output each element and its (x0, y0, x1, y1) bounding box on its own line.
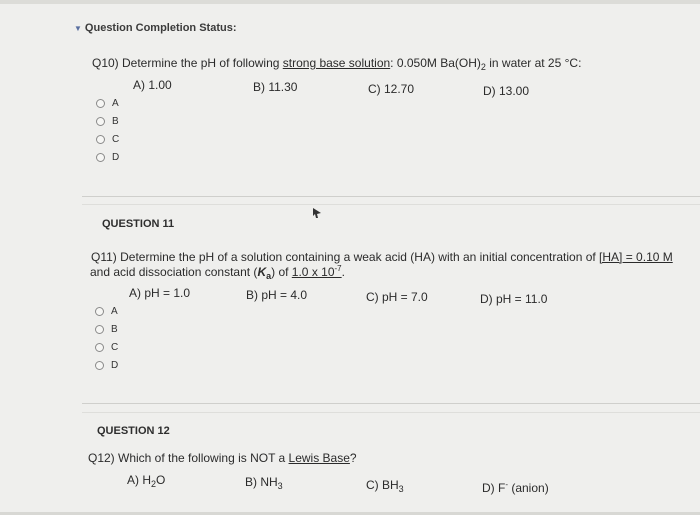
radio-button[interactable] (95, 361, 104, 370)
completion-status-toggle[interactable] (74, 22, 236, 34)
q10-option-c[interactable] (96, 134, 119, 145)
q11-option-d[interactable] (95, 360, 118, 371)
question-11-heading: QUESTION 11 (102, 218, 175, 230)
q10-subscript: 2 (480, 62, 486, 72)
q11-question-line1 (91, 250, 673, 264)
option-label: A (111, 306, 118, 317)
q10-text-prefix: Q10) Determine the pH of following (92, 56, 283, 70)
answer-superscript: - (505, 480, 508, 489)
option-label: D (111, 360, 119, 371)
q12-lewis-base-link[interactable]: Lewis Base (288, 451, 350, 465)
q11-concentration-link[interactable]: [HA] = 0.10 M (599, 250, 673, 264)
q11-answer-b: B) pH = 4.0 (246, 288, 308, 302)
answer-text: A) H (127, 473, 151, 487)
q11-option-a[interactable] (95, 306, 118, 317)
q12-answer-d (482, 480, 549, 495)
mouse-cursor-icon (311, 207, 323, 219)
q12-text-end: ? (349, 451, 357, 465)
question-divider (82, 204, 700, 205)
q10-answer-a: A) 1.00 (133, 78, 172, 92)
q10-text-rest: : 0.050M Ba(OH) (390, 56, 481, 70)
q11-text-prefix: Q11) Determine the pH of a solution containing a weak acid (HA) with an initial concentration of (91, 250, 600, 264)
option-label: B (111, 324, 118, 335)
q12-answer-b (245, 475, 283, 491)
answer-subscript: 3 (398, 484, 404, 494)
radio-button[interactable] (96, 153, 105, 162)
q12-answer-a (127, 473, 165, 489)
collapse-triangle-icon[interactable]: ▼ (74, 24, 82, 33)
question-divider (82, 412, 700, 413)
q10-answer-b: B) 11.30 (253, 80, 298, 94)
q10-option-b[interactable] (96, 116, 119, 127)
q10-answer-d: D) 13.00 (483, 84, 530, 98)
q12-question-text (88, 451, 357, 465)
q11-question-line2 (90, 264, 345, 281)
option-label: B (112, 116, 119, 127)
radio-button[interactable] (95, 307, 104, 316)
q11-answer-a: A) pH = 1.0 (129, 286, 191, 300)
q10-question-text (92, 56, 581, 72)
q11-ka-value-link[interactable] (292, 265, 342, 279)
answer-subscript: 3 (277, 481, 283, 491)
radio-button[interactable] (96, 135, 105, 144)
answer-text-end: (anion) (508, 481, 549, 495)
q12-answer-c (366, 478, 404, 494)
option-label: C (112, 134, 120, 145)
ka-symbol: K (257, 265, 267, 279)
option-label: C (111, 342, 119, 353)
q11-answer-c: C) pH = 7.0 (366, 290, 428, 304)
q11-line2-prefix: and acid dissociation constant ( (90, 265, 258, 279)
answer-text: B) NH (245, 475, 278, 489)
q11-line2-end: . (341, 265, 345, 279)
ka-subscript: a (266, 271, 272, 281)
radio-button[interactable] (95, 343, 104, 352)
option-label: D (112, 152, 120, 163)
answer-text: D) F (482, 481, 506, 495)
radio-button[interactable] (96, 99, 105, 108)
option-label: A (112, 98, 119, 109)
answer-subscript: 2 (151, 479, 157, 489)
answer-text-end: O (156, 473, 166, 487)
answer-text: C) BH (366, 478, 399, 492)
q10-strong-base-link[interactable]: strong base solution (282, 56, 391, 70)
q11-option-b[interactable] (95, 324, 118, 335)
top-divider (0, 0, 700, 4)
q10-answer-c: C) 12.70 (368, 82, 415, 96)
q10-option-d[interactable] (96, 152, 119, 163)
q11-line2-mid: ) of (271, 265, 292, 279)
radio-button[interactable] (95, 325, 104, 334)
question-divider (82, 403, 700, 404)
q10-option-a[interactable] (96, 98, 119, 109)
question-divider (82, 196, 700, 197)
question-12-heading: QUESTION 12 (97, 425, 170, 437)
radio-button[interactable] (96, 117, 105, 126)
q12-text-prefix: Q12) Which of the following is NOT a (88, 451, 289, 465)
ka-value: 1.0 x 10 (291, 265, 335, 279)
completion-status-title: Question Completion Status: (84, 22, 237, 34)
q11-answer-d: D) pH = 11.0 (480, 292, 548, 306)
q10-text-tail: in water at 25 °C: (485, 56, 582, 70)
ka-exponent: -7 (334, 264, 342, 273)
q11-option-c[interactable] (95, 342, 118, 353)
